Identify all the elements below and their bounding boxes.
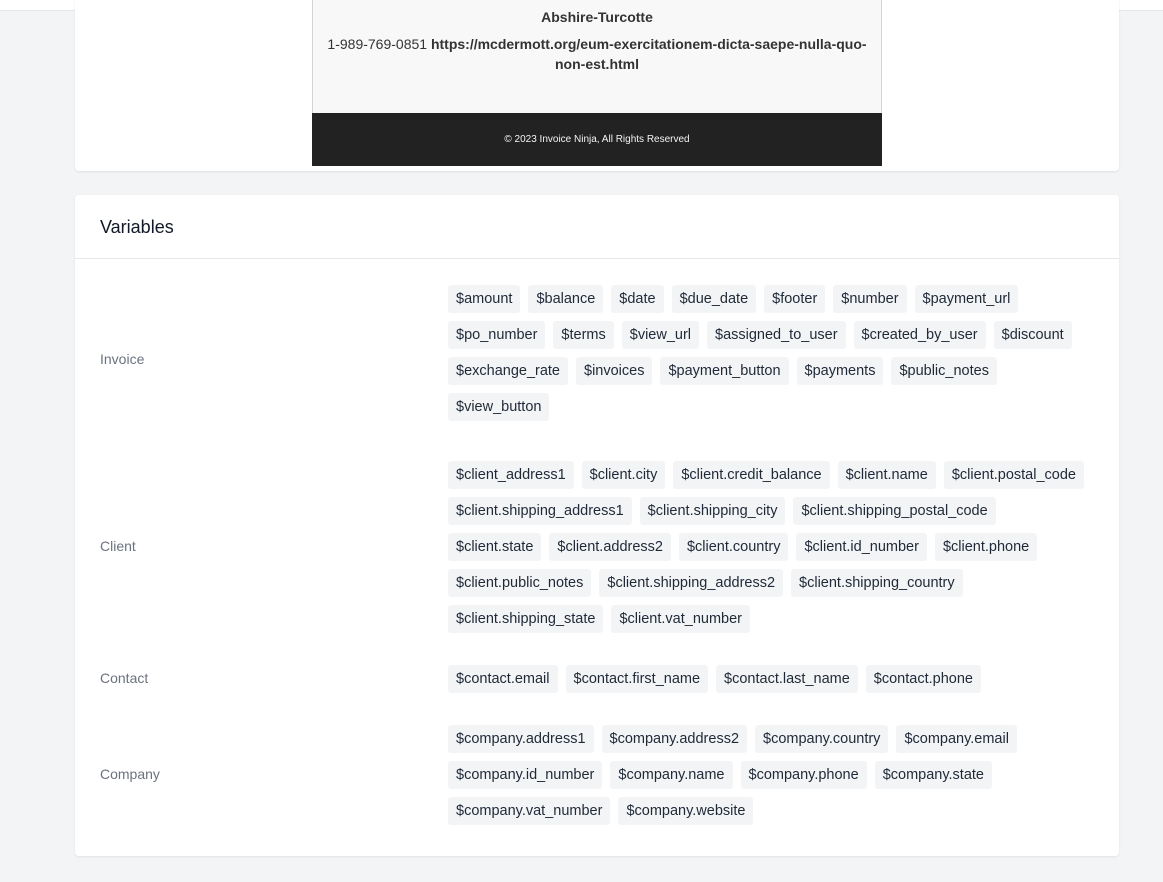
- variable-chip[interactable]: $payment_button: [660, 357, 788, 385]
- variable-chip-list: [448, 725, 1098, 833]
- variable-chip[interactable]: $client.city: [582, 461, 666, 489]
- variable-chip[interactable]: $payments: [797, 357, 884, 385]
- variable-chip[interactable]: $client.shipping_address2: [599, 569, 783, 597]
- variable-chip[interactable]: $client.shipping_city: [640, 497, 786, 525]
- variable-chip[interactable]: $company.name: [610, 761, 732, 789]
- variable-chip[interactable]: $client.shipping_postal_code: [793, 497, 995, 525]
- variable-chip[interactable]: $discount: [994, 321, 1072, 349]
- variable-chip[interactable]: $client.shipping_address1: [448, 497, 632, 525]
- variable-chip[interactable]: $public_notes: [891, 357, 997, 385]
- variable-chip[interactable]: $client.public_notes: [448, 569, 591, 597]
- email-phone: 1-989-769-0851: [327, 36, 428, 52]
- variable-chip[interactable]: $payment_url: [915, 285, 1019, 313]
- variable-group-label: Company: [100, 766, 160, 782]
- variable-chip[interactable]: $client_address1: [448, 461, 574, 489]
- variables-title: Variables: [75, 195, 1119, 259]
- email-preview: [312, 0, 882, 166]
- variable-chip[interactable]: $company.website: [618, 797, 753, 825]
- variable-chip[interactable]: $created_by_user: [854, 321, 986, 349]
- variable-chip[interactable]: $contact.last_name: [716, 665, 858, 693]
- variable-chip[interactable]: $terms: [553, 321, 613, 349]
- variable-chip[interactable]: $amount: [448, 285, 520, 313]
- variable-chip-list: [448, 665, 1098, 701]
- variable-chip[interactable]: $contact.first_name: [566, 665, 709, 693]
- variable-chip[interactable]: $client.vat_number: [611, 605, 750, 633]
- variable-chip[interactable]: $company.address1: [448, 725, 594, 753]
- variable-group-label: Invoice: [100, 351, 145, 367]
- variable-chip[interactable]: $contact.email: [448, 665, 558, 693]
- email-footer: © 2023 Invoice Ninja, All Rights Reserved: [312, 113, 882, 166]
- email-contact-line: [318, 34, 876, 74]
- email-body: [312, 0, 882, 113]
- variable-chip[interactable]: $client.postal_code: [944, 461, 1084, 489]
- variable-chip[interactable]: $company.id_number: [448, 761, 602, 789]
- variable-chip[interactable]: $client.address2: [549, 533, 671, 561]
- variable-chip[interactable]: $assigned_to_user: [707, 321, 846, 349]
- variable-chip[interactable]: $client.credit_balance: [673, 461, 829, 489]
- email-preview-card: [75, 0, 1119, 171]
- variable-chip[interactable]: $client.phone: [935, 533, 1037, 561]
- variable-chip[interactable]: $client.id_number: [796, 533, 926, 561]
- email-company-name: Abshire-Turcotte: [541, 9, 653, 25]
- variable-chip[interactable]: $number: [833, 285, 906, 313]
- variable-chip[interactable]: $due_date: [672, 285, 757, 313]
- variable-chip[interactable]: $company.state: [875, 761, 992, 789]
- variable-chip[interactable]: $company.email: [896, 725, 1017, 753]
- variable-chip[interactable]: $company.phone: [741, 761, 867, 789]
- variables-card: [75, 195, 1119, 856]
- variable-chip[interactable]: $company.address2: [602, 725, 748, 753]
- variable-chip[interactable]: $balance: [528, 285, 603, 313]
- variable-group-label: Contact: [100, 670, 149, 686]
- variable-chip[interactable]: $client.state: [448, 533, 541, 561]
- variable-chip[interactable]: $exchange_rate: [448, 357, 568, 385]
- variable-group-label: Client: [100, 538, 136, 554]
- variable-chip[interactable]: $footer: [764, 285, 825, 313]
- variable-chip[interactable]: $view_url: [622, 321, 699, 349]
- variable-chip-list: [448, 461, 1098, 641]
- email-website-link[interactable]: https://mcdermott.org/eum-exercitationem-dicta-saepe-nulla-quo-non-est.html: [430, 36, 867, 72]
- variable-chip[interactable]: $date: [611, 285, 663, 313]
- variable-chip-list: [448, 285, 1098, 429]
- variable-chip[interactable]: $client.country: [679, 533, 789, 561]
- variable-chip[interactable]: $view_button: [448, 393, 549, 421]
- variable-chip[interactable]: $company.country: [755, 725, 888, 753]
- variable-chip[interactable]: $client.shipping_state: [448, 605, 603, 633]
- variable-chip[interactable]: $contact.phone: [866, 665, 981, 693]
- variable-chip[interactable]: $invoices: [576, 357, 652, 385]
- variable-chip[interactable]: $client.shipping_country: [791, 569, 963, 597]
- variable-chip[interactable]: $client.name: [838, 461, 936, 489]
- variable-chip[interactable]: $po_number: [448, 321, 545, 349]
- variable-chip[interactable]: $company.vat_number: [448, 797, 610, 825]
